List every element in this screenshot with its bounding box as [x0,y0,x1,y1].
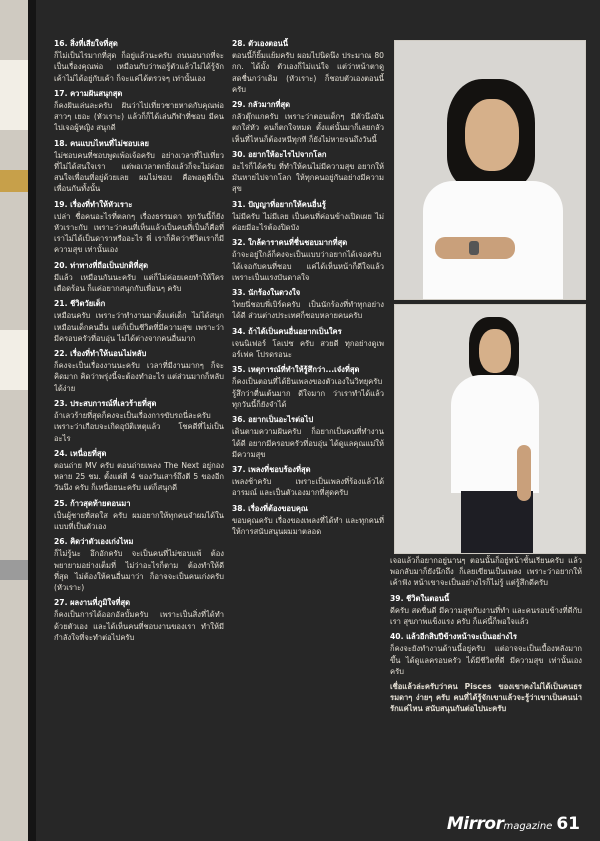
answer-text: ถ้าจะอยู่ใกล้ก็คงจะเป็นแบบว่าอยากได้เจอครับ ได้เจอกับคนที่ชอบ แค่ได้เห็นหน้าก็ดีใจแล้ว เพราะเป็นแรงบันดาลใจ [232,250,384,282]
question-heading: 34. ถ้าได้เป็นคนอื่นอยากเป็นใคร [232,326,342,336]
face-shape [465,99,519,171]
answer-text: ก็คงจะเป็นเรื่องงานนะครับ เวลาที่มีงานมากๆ ก็จะคิดมาก คิดว่าพรุ่งนี้จะต้องทำอะไร แต่ส่วนมากก็หลับได้ง่าย [54,361,224,393]
answer-text: เหมือนครับ เพราะว่าทำงานมาตั้งแต่เด็ก ไม่ได้สนุกเหมือนเด็กคนอื่น แต่ก็เป็นชีวิตที่มีความสุข เพราะว่ามีครอบครัวที่อบอุ่น ไม่ได้ต่างจากคนอื่นมาก [54,311,224,343]
closing-paragraph: เชื่อแล้วล่ะครับว่าคน Pisces ของเขาคงไม่ได้เป็นคนธรรมดาๆ ง่ายๆ ครับ คนที่ได้รู้จักเขาแล้วจะรู้ว่าเขาเป็นคนน่ารักแค่ไหน สนับสนุนกันต่อไปนะครับ [390,682,582,714]
answer-text: ไม่ชอบคนที่ชอบพูดเพ้อเจ้อครับ อย่างเวลาที่ไปเที่ยวที่ไม่ได้สนใจเรา แต่พอเวลาตกยิ่งแล้วก็จะไม่ค่อยสนใจเพื่อนที่อยู่ด้วยเลย ผมไม่ชอบ คือพอดูดีเป็นเพื่อนกันทั้งนั้น [54,150,224,194]
brand-subtitle: magazine [503,821,553,832]
question-heading: 24. เหนื่อยที่สุด [54,448,107,458]
page-edge-strip [0,330,30,390]
answer-text: อะไรก็ได้ครับ ที่ทำให้คนไม่มีความสุข อยากให้มันหายไปจากโลก ให้ทุกคนอยู่กันอย่างมีความสุข [232,162,384,194]
question-heading: 16. สิ่งที่เสียใจที่สุด [54,39,118,48]
qa-item [54,498,224,533]
question-heading: 38. เรื่องที่ต้องขอบคุณ [232,503,308,513]
qa-item [232,364,384,410]
answer-text: ตอนนี้ก็ยิ้มแย้มครับ ผอมไปนิดนึง ประมาณ 80 กก. ได้มั้ง ตัวเองก็ไม่แน่ใจ แต่ว่าหน้าตาดูสดชื่นกว่าเดิม (หัวเราะ) ก็ชอบตัวเองตอนนี้ครับ [232,51,384,94]
qa-item [232,237,384,283]
answer-text: ก็คงเป็นการได้ออกอัลบั้มครับ เพราะเป็นสิ่งที่ได้ทำด้วยตัวเอง และได้เห็นคนที่ชอบงานของเรา ทำให้มีกำลังใจที่จะทำต่อไปครับ [54,610,224,642]
qa-item [390,555,582,589]
magazine-footer [447,814,580,834]
question-heading: 33. นักร้องในดวงใจ [232,288,301,298]
qa-item [232,287,384,322]
qa-item [54,398,224,444]
question-heading: 18. คนแบบไหนที่ไม่ชอบเลย [54,138,149,148]
question-heading: 17. ความฝันสนุกสุด [54,88,123,98]
qa-item [232,149,384,195]
page-edge-strip [0,170,30,192]
qa-item [390,681,582,715]
question-heading: 30. อยากให้อะไรไปจากโลก [232,149,327,159]
arm-shape [517,445,531,501]
answer-text: เป็นผู้ชายที่สดใส ครับ ผมอยากให้ทุกคนจำผมได้ในแบบที่เป็นตัวเอง [54,510,224,531]
question-heading: 25. ก้าวสุดท้ายตอนมา [54,498,131,508]
answer-text: ก็คงฝันเล่นละครับ ฝันว่าไปเที่ยวชายหาดกับคุณพ่อ สาวๆ เยอะ (หัวเราะ) แล้วก็ก็ได้เล่นกีฬาที่ชอบ มีคนไปเจอผู้หญิง สนุกดี [54,101,224,133]
qa-item [54,88,224,134]
question-heading: 40. แล้วอีกสิบปีข้างหน้าจะเป็นอย่างไร [390,632,517,642]
binding-gutter [28,0,36,841]
answer-text: เปล่า ชื่อคนอะไรที่ตลกๆ เรื่องธรรมดา ทุกวันนี้ก็ยังหัวเราะกับ เพราะว่าคนที่เห็นแล้วเป็นคนที่เป็นก็คือที่เราไม่ได้เป็นดาราหรืออะไร พี่ เราก็คิดว่าชีวิตเราก็มีความสุข เท่านั้นเอง [54,211,224,255]
answer-text: เจนนิเฟอร์ โลเปซ ครับ สวยดี ทุกอย่างดูเพอร์เฟค โปรดรอนะ [232,338,384,360]
qa-item [390,593,582,628]
qa-item [54,448,224,494]
answer-text: ก็ไม่เป็นไรมากที่สุด ก็อยู่แล้วนะครับ ถนนอนาถที่จะเป็นเรื่องคุณพ่อ เหมือนกับว่าพอรู้ตัวแล้วไม่ได้รู้จักเค้าไม่ได้อยู่กับเค้า ก็จะแค่ได้ตรวจๆ เท่านั้นเอง [54,51,224,83]
qa-item [232,414,384,460]
question-heading: 39. ชีวิตในตอนนี้ [390,593,450,603]
question-heading: 28. ตัวเองตอนนี้ [232,39,289,48]
page-edge-strip [0,560,30,580]
question-heading: 26. คิดว่าตัวเองเก่งไหม [54,537,134,547]
full-body-photo [394,304,586,554]
answer-text: เพลงช้าครับ เพราะเป็นเพลงที่ร้องแล้วได้อารมณ์ และเป็นตัวเองมากที่สุดครับ [232,477,384,498]
answer-text: กลัวตุ๊กแกครับ เพราะว่าตอนเด็กๆ มีตัวนึงมันตกใส่หัว คนก็ตกใจหมด ตั้งแต่นั้นมาก็เลยกลัว เห็นที่ไหนก็ต้องหนีทุกที ก็ยังไม่หายจนถึงวันนี้ [232,112,384,144]
answer-text: ก็คงเป็นตอนที่ได้ยินเพลงของตัวเองในวิทยุครับ รู้สึกว่าตื่นเต้นมาก ดีใจมาก ว่าเราทำได้แล้ว ทุกวันนี้ก็ยังจำได้ [232,377,384,409]
qa-item [232,464,384,499]
face-shape [479,329,511,373]
answer-text: ขอบคุณครับ เรื่องของเพลงที่ได้ทำ และทุกคนที่ให้การสนับสนุนผมมาตลอด [232,515,384,536]
question-heading: 21. ชีวิตวัยเด็ก [54,299,106,309]
watch-shape [469,241,479,255]
qa-item [232,99,384,145]
right-text-column [390,555,582,805]
question-heading: 32. ใกล้ดาราคนที่ชื่นชอบมากที่สุด [232,238,348,248]
question-heading: 35. เหตุการณ์ที่ทำให้รู้สึกว่า...เจ๋งที่สุด [232,365,360,375]
question-heading: 36. อยากเป็นอะไรต่อไป [232,415,314,425]
qa-item [232,38,384,95]
answer-text: ก็ไม่รู้นะ อึกอักครับ จะเป็นคนที่ไม่ชอบแพ้ ต้องพยายามอย่างเต็มที่ ไม่ว่าอะไรก็ตาม ต้องทำให้ดีที่สุด ไม่ต้องให้คนอื่นมาว่า ก็อาจจะเป็นคนเก่งครับ (หัวเราะ) [54,549,224,592]
magazine-page [36,0,600,841]
page-edge-strip [0,60,30,130]
answer-text: มีแล้ว เหมือนกันนะครับ แต่ก็ไม่ค่อยเคยทำให้ใครเดือดร้อน ก็แค่อยากสนุกกับเพื่อนๆ ครับ [54,272,224,294]
question-heading: 23. ประสบการณ์ที่เลวร้ายที่สุด [54,398,157,408]
answer-text: ถ้าเลวร้ายที่สุดก็คงจะเป็นเรื่องการขับรถนี่ละครับ เพราะว่าเกือบจะเกิดอุบัติเหตุแล้ว โชคดีที่ไม่เป็นอะไร [54,411,224,443]
page-number: 61 [556,814,580,834]
answer-text: ไม่มีครับ ไม่มีเลย เป็นคนที่ค่อนข้างเปิดเผย ไม่ค่อยมีอะไรต้องปิดบัง [232,211,384,233]
question-heading: 29. กลัวมากที่สุด [232,100,291,110]
qa-item [54,138,224,195]
question-heading: 20. ท่าทางที่ถือเป็นปกติที่สุด [54,260,149,270]
middle-text-column [232,38,384,818]
answer-text: เจอแล้วก็อยากอยู่นานๆ ตอนนั้นก็อยู่หน้าชั้นเรียนครับ แล้วพอกลับมาก็ยังนึกถึง ก็เลยเขียนเป็นเพลง เพราะว่าอยากให้เค้าฟัง หน้าเขาจะเป็นอย่างไรก็ไม่รู้ แต่รู้สึกดีครับ [390,556,582,588]
answer-text: ดีครับ สดชื่นดี มีความสุขกับงานที่ทำ และคนรอบข้างที่ดีกับเรา สุขภาพแข็งแรง ครับ ก็แค่นี้ก็พอใจแล้ว [390,605,582,627]
qa-item [54,298,224,344]
qa-item [232,503,384,538]
qa-item [54,199,224,256]
brand-logo: Mirror [446,814,504,834]
question-heading: 19. เรื่องที่ทำให้หัวเราะ [54,199,133,209]
qa-item [54,348,224,394]
qa-item [54,597,224,643]
answer-text: ก็คงจะยังทำงานด้านนี้อยู่ครับ แต่อาจจะเป็นเบื้องหลังมากขึ้น ได้ดูแลครอบครัว ได้มีชีวิตที่ดี มีความสุข เท่านั้นเองครับ [390,644,582,676]
qa-item [54,38,224,84]
question-heading: 27. ผลงานที่ภูมิใจที่สุด [54,598,131,608]
answer-text: ตอนถ่าย MV ครับ ตอนถ่ายเพลง The Next อยู่กองหลาย 25 ชม. ตั้งแต่ตี 4 ของวันเสาร์ถึงตี 5 ของอีกวันนึง ครับ ก็เหนื่อยนะครับ แต่ก็สนุกดี [54,460,224,493]
question-heading: 22. เรื่องที่ทำให้นอนไม่หลับ [54,349,147,359]
qa-item [232,199,384,234]
qa-item [232,326,384,361]
question-heading: 31. ปัญญาที่อยากให้คนอื่นรู้ [232,199,326,209]
qa-item [390,631,582,677]
answer-text: ไทยนี่ชอบพี่เบิร์ดครับ เป็นนักร้องที่ทำทุกอย่างได้ดี ส่วนต่างประเทศก็ชอบหลายคนครับ [232,300,384,321]
answer-text: เดินตามความฝันครับ ก็อยากเป็นคนที่ทำงานได้ดี อยากมีครอบครัวที่อบอุ่น ได้ดูแลคุณแม่ให้มีความสุข [232,427,384,459]
qa-item [54,536,224,593]
question-heading: 37. เพลงที่ชอบร้องที่สุด [232,464,311,474]
left-text-column [54,38,224,818]
qa-item [54,260,224,295]
portrait-photo [394,40,586,300]
previous-page-edge [0,0,36,841]
